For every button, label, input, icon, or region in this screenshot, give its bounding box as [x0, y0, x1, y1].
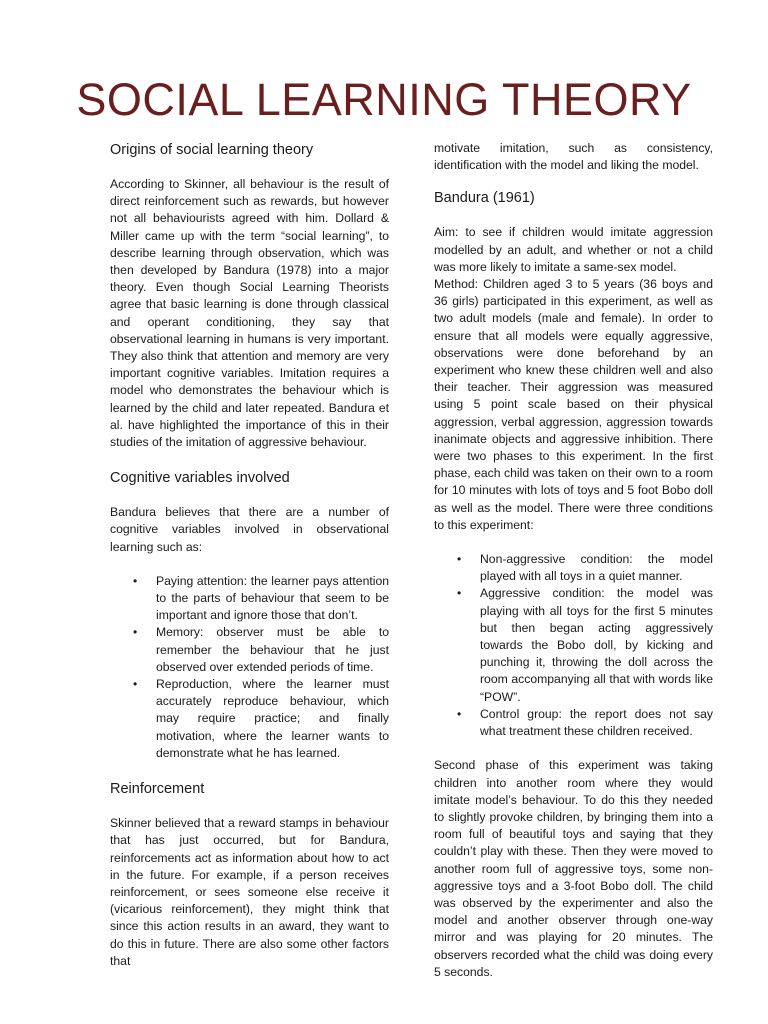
list-item: • Control group: the report does not say what treatment these children received.	[480, 706, 713, 740]
paragraph-continued: motivate imitation, such as consistency, identification with the model and liking the model.	[434, 141, 713, 173]
heading-origins: Origins of social learning theory	[110, 142, 314, 158]
list-item: • Memory: observer must be able to remember the behaviour that he just observed over extended periods of time.	[156, 624, 389, 676]
list-item: • Paying attention: the learner pays attention to the parts of behaviour that seem to be important and ignore those that don’t.	[156, 573, 389, 625]
heading-cognitive-variables: Cognitive variables involved	[110, 470, 290, 487]
paragraph-method: Method: Children aged 3 to 5 years (36 boys and 36 girls) participated in this experiment, as well as two adult models (male and female). In order to ensure that all models were equally aggressive, observations were done beforehand by an experiment who knew these children well and also their teacher. Their aggression was measured using 5 point scale based on their physical aggression, verbal aggression, aggression towards inanimate objects and aggressive inhibition. There were two phases to this experiment. In the first phase, each child was taken on their own to a room for 10 minutes with lots of toys and 5 foot Bobo doll as well as the model. There were three conditions to this experiment:	[434, 277, 713, 532]
paragraph-second-phase: Second phase of this experiment was taking children into another room where they would imitate model’s behaviour. To do this they needed to slightly provoke children, by bringing them into a room full of beautiful toys and saying that they couldn’t play with these. Then they were moved to another room full of aggressive toys, some non-aggressive toys and a 3-foot Bobo doll. The child was observed by the experimenter and also the model and another observer through one-way mirror and was playing for 20 minutes. The observers recorded what the child was doing every 5 seconds.	[434, 758, 713, 979]
cognitive-variables-list	[110, 573, 389, 762]
list-item: • Reproduction, where the learner must accurately reproduce behaviour, which may require practice; and finally motivation, where the learner wants to demonstrate what he has learned.	[156, 676, 389, 762]
conditions-list	[434, 551, 713, 740]
page-title: SOCIAL LEARNING THEORY	[76, 74, 692, 125]
list-item: • Aggressive condition: the model was playing with all toys for the first 5 minutes but then began acting aggressively towards the Bobo doll, by kicking and punching it, throwing the doll across the room accompanying all that with words like “POW”.	[480, 585, 713, 705]
heading-reinforcement: Reinforcement	[110, 781, 205, 798]
paragraph-origins: According to Skinner, all behaviour is the result of direct reinforcement such as rewards, but however not all behaviourists agreed with him. Dollard & Miller came up with the term “social learning”, to describe learning through observation, which was then developed by Bandura (1978) into a major theory. Even though Social Learning Theorists agree that basic learning is done through classical and operant conditioning, they say that observational learning in humans is very important. They also think that attention and memory are very important cognitive variables. Imitation requires a model who demonstrates the behaviour which is learned by the child and later repeated. Bandura et al. have highlighted the importance of this in their studies of the imitation of aggressive behaviour.	[110, 177, 389, 450]
right-column	[434, 140, 713, 998]
left-column	[110, 140, 389, 987]
heading-bandura-1961: Bandura (1961)	[434, 190, 535, 207]
list-item: • Non-aggressive condition: the model played with all toys in a quiet manner.	[480, 551, 713, 585]
paragraph-cognitive-variables: Bandura believes that there are a number of cognitive variables involved in observational learning such as:	[110, 505, 389, 554]
paragraph-reinforcement: Skinner believed that a reward stamps in behaviour that has just occurred, but for Bandura, reinforcements act as information about how to act in the future. For example, if a person receives reinforcement, or sees someone else receive it (vicarious reinforcement), they might think that since this action results in an award, they want to do this in future. There are also some other factors that	[110, 816, 389, 968]
paragraph-aim: Aim: to see if children would imitate aggression modelled by an adult, and whether or not a child was more likely to imitate a same-sex model.	[434, 225, 713, 274]
